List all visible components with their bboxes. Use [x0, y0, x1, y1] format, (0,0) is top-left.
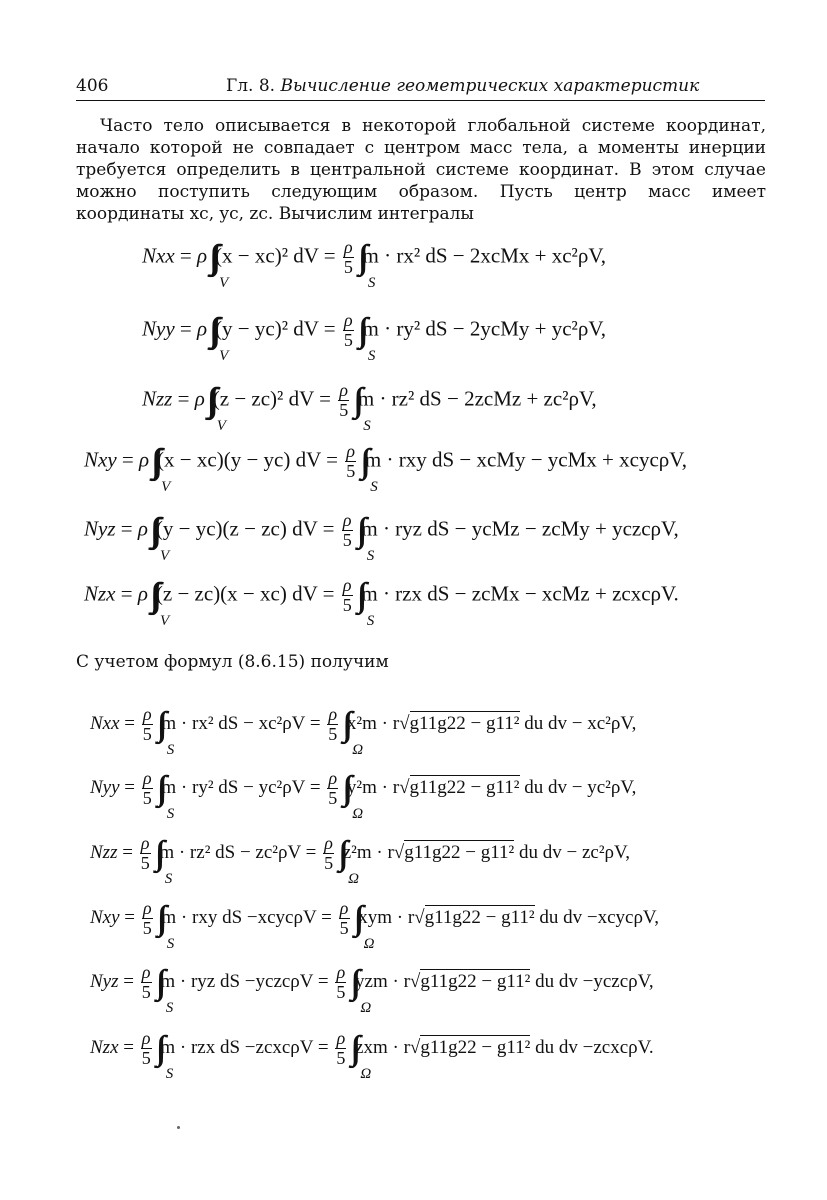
equals-sign: = — [119, 906, 140, 928]
surface-integral — [353, 381, 371, 434]
surface-integrand: m · rz² dS − 2zcMz + zc²ρV, — [357, 386, 597, 411]
rho-over-five — [343, 311, 354, 350]
fraction-denominator: 5 — [339, 918, 349, 938]
fraction-numerator: ρ — [328, 704, 338, 724]
fraction-numerator: ρ — [142, 898, 152, 918]
fraction-numerator: ρ — [141, 1028, 151, 1048]
integral-domain: V — [159, 612, 170, 629]
fraction-denominator: 5 — [142, 788, 152, 808]
integral-domain: S — [166, 935, 175, 952]
fraction-denominator: 5 — [328, 788, 338, 808]
sqrt-radicand: g11g22 − g11² — [424, 906, 535, 928]
integral-domain: S — [165, 1065, 174, 1082]
equation-label: Nxx — [90, 712, 120, 734]
integrand-tail: du dv −zcxcρV. — [530, 1036, 654, 1058]
integral-domain: S — [165, 999, 174, 1016]
page-number: 406 — [76, 76, 109, 96]
integral-domain: S — [366, 612, 375, 629]
integral-sign: ∫∫ — [350, 963, 354, 1001]
integral-domain: Ω — [352, 805, 364, 822]
integral-sign: ∫∫ — [357, 238, 361, 276]
fraction-denominator: 5 — [343, 330, 353, 350]
equation-row — [84, 441, 687, 495]
integral-sign: ∫∫ — [338, 834, 341, 872]
integral-sign: ∫∫ — [154, 834, 158, 872]
equation-row — [90, 898, 659, 952]
integral-domain: V — [219, 274, 229, 291]
equation-label: Nyy — [142, 316, 175, 341]
surface-integral — [154, 834, 173, 887]
fraction-denominator: 5 — [339, 400, 349, 420]
fraction-numerator: ρ — [344, 310, 353, 330]
fraction-denominator: 5 — [141, 1048, 151, 1068]
sqrt-sign: √ — [399, 776, 410, 798]
parametric-integral — [350, 1029, 372, 1082]
rho-symbol: ρ — [137, 516, 148, 541]
integral-domain: S — [363, 417, 371, 434]
integral-sign: ∫∫ — [356, 511, 360, 549]
integral-domain: V — [161, 478, 171, 495]
fraction-numerator: ρ — [342, 575, 352, 595]
equals-sign: = — [119, 712, 140, 734]
integral-domain: S — [166, 741, 175, 758]
fraction-denominator: 5 — [336, 982, 346, 1002]
rho-over-five — [338, 381, 349, 420]
rho-over-five — [142, 705, 153, 744]
equals-sign: = — [317, 581, 340, 606]
equation-label: Nyz — [90, 970, 119, 992]
volume-integrand: (z − zc)² dV — [212, 386, 314, 411]
integral-sign: ∫∫ — [356, 576, 360, 614]
surface-integral — [155, 1029, 174, 1082]
equals-sign: = — [313, 1036, 334, 1058]
fraction-denominator: 5 — [346, 461, 356, 481]
integrand-tail: du dv −yczcρV, — [530, 970, 654, 992]
integral-sign: ∫∫∫ — [149, 511, 154, 549]
chapter-label: Гл. 8. — [226, 76, 276, 96]
integral-sign: ∫∫ — [342, 705, 345, 743]
equals-sign: = — [318, 316, 341, 341]
equation-label: Nzx — [90, 1036, 119, 1058]
fraction-numerator: ρ — [328, 768, 338, 788]
sqrt-sign: √ — [414, 906, 425, 928]
rho-over-five — [142, 899, 153, 938]
fraction-denominator: 5 — [141, 982, 151, 1002]
fraction-numerator: ρ — [141, 962, 151, 982]
integral-sign: ∫∫ — [155, 963, 159, 1001]
rho-over-five — [343, 238, 354, 277]
integrand-tail: du dv − zc²ρV, — [514, 841, 631, 863]
rho-over-five — [141, 963, 152, 1002]
equation-row — [84, 575, 679, 629]
equation-label: Nzz — [90, 841, 118, 863]
rho-symbol: ρ — [137, 581, 148, 606]
equation-row — [90, 768, 637, 822]
surface-integral — [357, 238, 376, 291]
equation-label: Nzz — [142, 386, 173, 411]
equals-sign: = — [115, 581, 138, 606]
volume-integrand: (z − zc)(x − xc) dV — [155, 581, 318, 606]
integrand-tail: du dv −xcycρV, — [534, 906, 659, 928]
equation-label: Nxy — [84, 447, 117, 472]
surface-integral — [156, 705, 175, 758]
rho-over-five — [335, 963, 346, 1002]
surface-integrand: m · ry² dS − 2ycMy + yc²ρV, — [362, 316, 607, 341]
sqrt-radicand: g11g22 − g11² — [409, 712, 520, 734]
equation-label: Nyy — [90, 776, 120, 798]
equation-label: Nzx — [84, 581, 116, 606]
integrand-factor: zxm · r — [355, 1036, 410, 1058]
volume-integral — [206, 381, 226, 434]
equals-sign: = — [313, 970, 334, 992]
surface-integral — [156, 769, 175, 822]
sqrt-radicand: g11g22 − g11² — [420, 970, 531, 992]
surface-integral — [360, 442, 378, 495]
surface-expression: m · ryz dS −yczcρV — [160, 970, 314, 992]
integral-domain: V — [159, 547, 170, 564]
equation-row — [90, 1028, 654, 1082]
integral-sign: ∫∫ — [350, 1029, 354, 1067]
surface-expression: m · rx² dS − xc²ρV — [161, 712, 306, 734]
equals-sign: = — [318, 243, 341, 268]
integral-domain: Ω — [360, 1065, 372, 1082]
integral-sign: ∫∫ — [156, 769, 160, 807]
chapter-title: Вычисление геометрических характеристик — [280, 76, 700, 96]
equation-row — [142, 310, 607, 364]
rho-over-five — [141, 1029, 152, 1068]
integral-sign: ∫∫ — [353, 381, 356, 419]
equation-label: Nxx — [142, 243, 175, 268]
rho-over-five — [327, 769, 338, 808]
equation-row — [90, 833, 631, 887]
integral-domain: V — [216, 417, 226, 434]
equation-row — [90, 704, 637, 758]
equals-sign: = — [305, 712, 326, 734]
rho-symbol: ρ — [194, 386, 205, 411]
volume-integral — [209, 238, 229, 291]
rho-over-five — [342, 511, 353, 550]
equals-sign: = — [119, 776, 140, 798]
sqrt-radicand: g11g22 − g11² — [420, 1036, 531, 1058]
integral-sign: ∫∫∫ — [206, 381, 211, 419]
equals-sign: = — [317, 516, 340, 541]
sqrt-radicand: g11g22 − g11² — [404, 841, 515, 863]
volume-integrand: (y − yc)² dV — [215, 316, 319, 341]
parametric-integral — [342, 769, 364, 822]
surface-integral — [357, 311, 376, 364]
fraction-numerator: ρ — [342, 510, 352, 530]
volume-integrand: (x − xc)² dV — [215, 243, 319, 268]
sqrt-sign: √ — [409, 1036, 421, 1058]
parametric-integral — [350, 963, 372, 1016]
integral-domain: S — [164, 870, 173, 887]
integrand-factor: y²m · r — [346, 776, 400, 798]
fraction-denominator: 5 — [328, 724, 338, 744]
equals-sign: = — [118, 970, 139, 992]
volume-integral — [209, 311, 229, 364]
equals-sign: = — [316, 906, 337, 928]
equation-row — [142, 237, 607, 291]
integral-sign: ∫∫ — [156, 899, 160, 937]
surface-expression: m · rz² dS − zc²ρV — [159, 841, 301, 863]
rho-over-five — [140, 834, 151, 873]
surface-integral — [356, 511, 375, 564]
integral-domain: V — [219, 347, 229, 364]
sqrt-sign: √ — [399, 712, 410, 734]
equals-sign: = — [174, 243, 197, 268]
parametric-integral — [342, 705, 364, 758]
intro-paragraph: Часто тело описывается в некоторой глобальной системе координат, начало которой не совпадает с центром масс тела, а моменты инерции требуется определить в центральной системе координат. В этом случае можно поступить следующим образом. Пусть центр масс имеет координаты xc, yc, zc. Вычислим интегралы — [76, 116, 766, 224]
fraction-numerator: ρ — [142, 768, 152, 788]
integral-domain: Ω — [348, 870, 359, 887]
surface-integral — [155, 963, 174, 1016]
surface-integrand: m · ryz dS − ycMz − zcMy + yczcρV, — [361, 516, 679, 541]
surface-integrand: m · rzx dS − zcMx − xcMz + zcxcρV. — [361, 581, 679, 606]
surface-expression: m · rzx dS −zcxcρV — [160, 1036, 314, 1058]
fraction-numerator: ρ — [336, 1028, 346, 1048]
rho-over-five — [327, 705, 338, 744]
equals-sign: = — [115, 516, 138, 541]
surface-expression: m · rxy dS −xcycρV — [161, 906, 317, 928]
integrand-tail: du dv − yc²ρV, — [519, 776, 637, 798]
equals-sign: = — [320, 447, 344, 472]
integral-sign: ∫∫ — [156, 705, 160, 743]
equation-label: Nyz — [84, 516, 116, 541]
fraction-denominator: 5 — [343, 257, 353, 277]
fraction-denominator: 5 — [142, 724, 152, 744]
fraction-numerator: ρ — [324, 833, 333, 853]
rho-over-five — [142, 769, 153, 808]
volume-integrand: (x − xc)(y − yc) dV — [157, 447, 321, 472]
equals-sign: = — [305, 776, 326, 798]
surface-integral — [156, 899, 175, 952]
rho-over-five — [345, 442, 356, 481]
integrand-factor: x²m · r — [346, 712, 400, 734]
fraction-denominator: 5 — [142, 918, 152, 938]
equation-row — [142, 380, 597, 434]
stray-dot — [177, 1126, 180, 1129]
sqrt-radicand: g11g22 − g11² — [409, 776, 520, 798]
integral-domain: Ω — [363, 935, 375, 952]
integrand-factor: yzm · r — [355, 970, 410, 992]
fraction-denominator: 5 — [342, 595, 352, 615]
equals-sign: = — [174, 316, 197, 341]
rho-symbol: ρ — [197, 316, 208, 341]
running-title — [226, 76, 699, 96]
fraction-numerator: ρ — [346, 441, 356, 461]
integral-sign: ∫∫∫ — [149, 576, 154, 614]
equals-sign: = — [313, 386, 337, 411]
integral-sign: ∫∫ — [353, 899, 357, 937]
equals-sign: = — [117, 841, 138, 863]
equation-label: Nxy — [90, 906, 120, 928]
surface-integral — [356, 576, 375, 629]
integrand-tail: du dv − xc²ρV, — [519, 712, 637, 734]
fraction-numerator: ρ — [339, 380, 349, 400]
rho-over-five — [323, 834, 334, 873]
equals-sign: = — [300, 841, 322, 863]
rho-symbol: ρ — [197, 243, 208, 268]
rho-symbol: ρ — [139, 447, 150, 472]
integral-domain: S — [366, 547, 375, 564]
equation-row — [84, 510, 679, 564]
running-header — [76, 76, 765, 101]
equals-sign: = — [118, 1036, 139, 1058]
equation-row — [90, 962, 654, 1016]
rho-over-five — [335, 1029, 346, 1068]
integrand-factor: z²m · r — [342, 841, 394, 863]
integral-domain: S — [370, 478, 378, 495]
rho-over-five — [342, 576, 353, 615]
volume-integral — [149, 576, 170, 629]
fraction-denominator: 5 — [324, 853, 334, 873]
integral-sign: ∫∫ — [155, 1029, 159, 1067]
fraction-numerator: ρ — [339, 898, 349, 918]
integral-domain: S — [166, 805, 175, 822]
parametric-integral — [338, 834, 359, 887]
fraction-denominator: 5 — [336, 1048, 346, 1068]
integrand-factor: xym · r — [358, 906, 415, 928]
equals-sign: = — [116, 447, 139, 472]
fraction-numerator: ρ — [142, 704, 152, 724]
fraction-numerator: ρ — [140, 833, 150, 853]
parametric-integral — [353, 899, 375, 952]
integral-domain: S — [367, 347, 376, 364]
integral-sign: ∫∫∫ — [209, 311, 214, 349]
fraction-numerator: ρ — [336, 962, 346, 982]
integral-domain: Ω — [360, 999, 372, 1016]
fraction-denominator: 5 — [342, 530, 352, 550]
integral-sign: ∫∫ — [357, 311, 361, 349]
surface-integrand: m · rxy dS − xcMy − ycMx + xcycρV, — [364, 447, 687, 472]
surface-integrand: m · rx² dS − 2xcMx + xc²ρV, — [362, 243, 607, 268]
rho-over-five — [339, 899, 350, 938]
volume-integral — [149, 511, 170, 564]
integral-domain: Ω — [352, 741, 364, 758]
fraction-numerator: ρ — [344, 237, 353, 257]
transition-paragraph: С учетом формул (8.6.15) получим — [76, 652, 389, 672]
sqrt-sign: √ — [409, 970, 421, 992]
integral-sign: ∫∫∫ — [151, 442, 156, 480]
surface-expression: m · ry² dS − yc²ρV — [161, 776, 306, 798]
integral-sign: ∫∫ — [360, 442, 363, 480]
integral-sign: ∫∫ — [342, 769, 345, 807]
integral-domain: S — [367, 274, 376, 291]
volume-integrand: (y − yc)(z − zc) dV — [155, 516, 318, 541]
volume-integral — [151, 442, 171, 495]
fraction-denominator: 5 — [140, 853, 150, 873]
integral-sign: ∫∫∫ — [209, 238, 214, 276]
equals-sign: = — [172, 386, 195, 411]
sqrt-sign: √ — [393, 841, 405, 863]
